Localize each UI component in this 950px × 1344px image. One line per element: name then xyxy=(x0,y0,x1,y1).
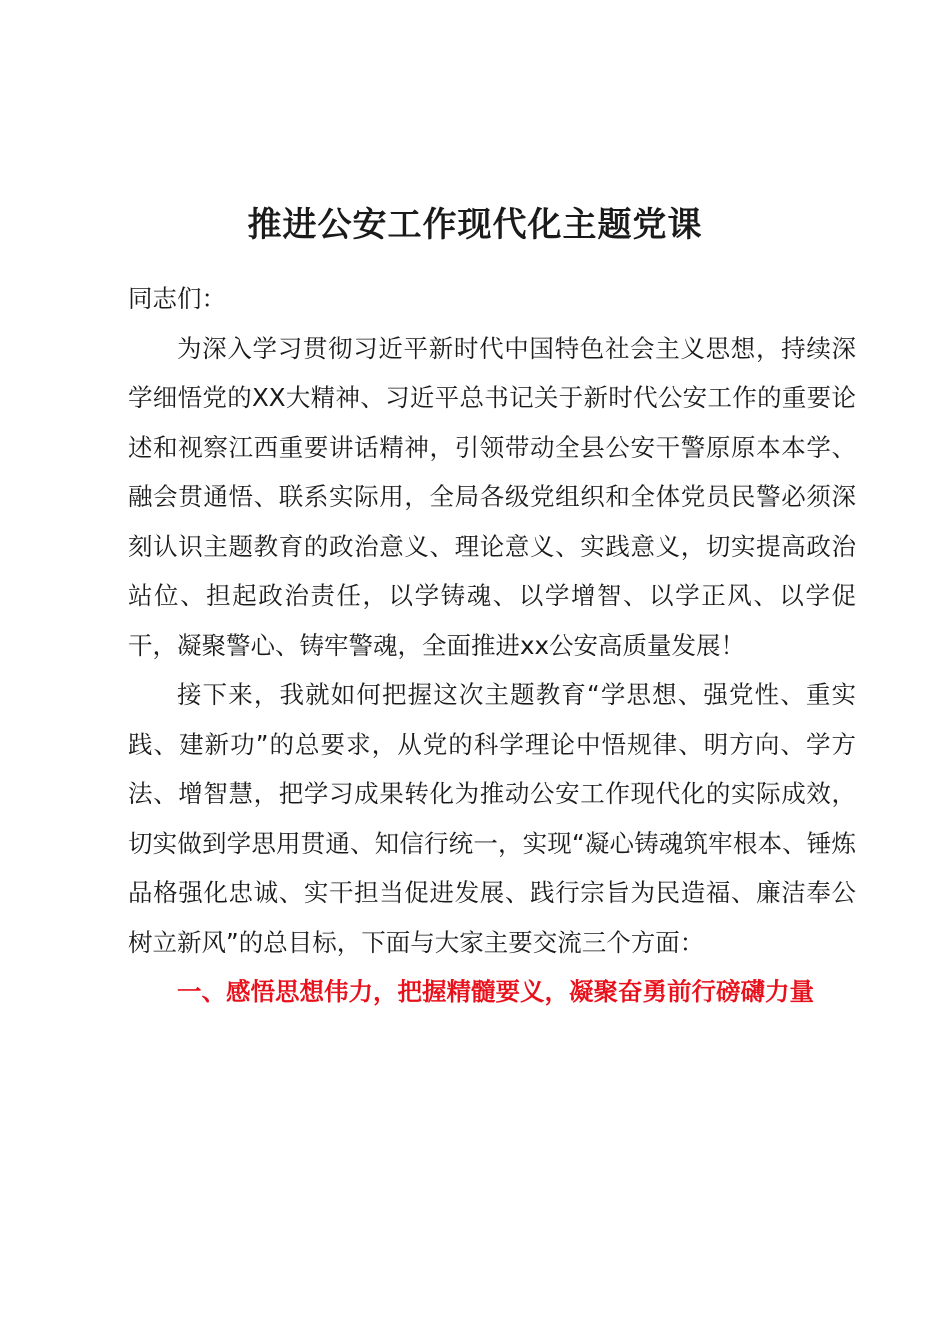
document-body xyxy=(128,274,856,1017)
document-title: 推进公安工作现代化主题党课 xyxy=(247,205,703,245)
salutation: 同志们： xyxy=(128,284,226,313)
section-heading-1: 一、感悟思想伟力，把握精髓要义，凝聚奋勇前行磅礴力量 xyxy=(177,977,814,1006)
paragraph-overview: 接下来，我就如何把握这次主题教育“学思想、强党性、重实践、建新功”的总要求，从党的科学理论中悟规律、明方向、学方法、增智慧，把学习成果转化为推动公安工作现代化的实际成效，切实做到学思用贯通、知信行统一，实现“凝心铸魂筑牢根本、锤炼品格强化忠诚、实干担当促进发展、践行宗旨为民造福、廉洁奉公树立新风”的总目标，下面与大家主要交流三个方面： xyxy=(128,680,856,957)
paragraph-intro: 为深入学习贯彻习近平新时代中国特色社会主义思想，持续深学细悟党的XX大精神、习近平总书记关于新时代公安工作的重要论述和视察江西重要讲话精神，引领带动全县公安干警原原本本学、融会贯通悟、联系实际用，全局各级党组织和全体党员民警必须深刻认识主题教育的政治意义、理论意义、实践意义，切实提高政治站位、担起政治责任，以学铸魂、以学增智、以学正风、以学促干，凝聚警心、铸牢警魂，全面推进xx公安高质量发展！ xyxy=(128,333,856,660)
